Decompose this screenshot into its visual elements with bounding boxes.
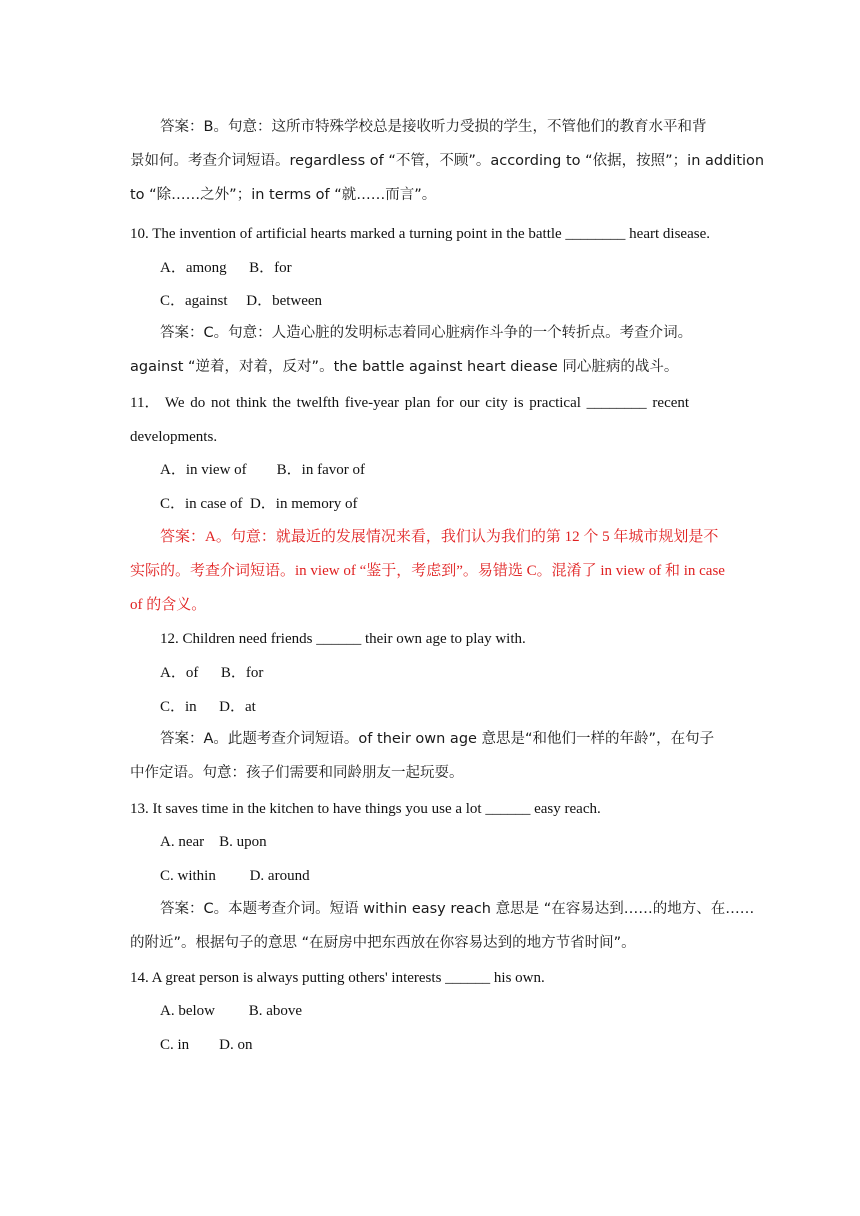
- question-12-options-row-2: C．in D．at: [160, 699, 256, 715]
- question-11-line-1: 11． We do not think the twelfth five-year plan for our city is practical ________ recent: [130, 395, 690, 411]
- answer-11: [130, 520, 732, 622]
- question-10-options-row-1: A．among B．for: [160, 260, 292, 276]
- answer-10: [130, 316, 732, 384]
- answer-9: [130, 110, 765, 212]
- answer-11-line-3: of 的含义。: [130, 597, 207, 613]
- answer-12-line-2: 中作定语。句意：孩子们需要和同龄朋友一起玩耍。: [130, 765, 464, 781]
- question-13-text: 13. It saves time in the kitchen to have things you use a lot ______ easy reach.: [130, 801, 601, 817]
- question-13: [130, 792, 732, 826]
- question-12: [160, 622, 762, 656]
- answer-10-line-2: against “逆着，对着，反对”。the battle against heart diease 同心脏病的战斗。: [130, 359, 679, 375]
- answer-11-line-2: 实际的。考查介词短语。in view of “鉴于，考虑到”。易错选 C。混淆了 in view of 和 in case: [130, 563, 725, 579]
- question-14-options-row-2: C. in D. on: [160, 1037, 253, 1053]
- question-11-line-2: developments.: [130, 429, 218, 445]
- question-11: [130, 386, 732, 454]
- question-10: [130, 217, 732, 251]
- answer-10-line-1: 答案：C。句意：人造心脏的发明标志着同心脏病作斗争的一个转折点。考查介词。: [160, 325, 693, 341]
- answer-12-line-1: 答案：A。此题考查介词短语。of their own age 意思是“和他们一样的年龄”，在句子: [160, 731, 715, 747]
- question-13-options-row-1: A. near B. upon: [160, 834, 267, 850]
- answer-13: [130, 892, 755, 960]
- answer-11-line-1: 答案：A。句意：就最近的发展情况来看，我们认为我们的第 12 个 5 年城市规划是不: [160, 529, 719, 545]
- answer-12: [130, 722, 732, 790]
- question-12-text: 12. Children need friends ______ their own age to play with.: [160, 631, 526, 647]
- question-10-text: 10. The invention of artificial hearts marked a turning point in the battle ________ heart disease.: [130, 226, 710, 242]
- question-14-text: 14. A great person is always putting others' interests ______ his own.: [130, 970, 545, 986]
- question-11-options-row-2: C．in case of D．in memory of: [160, 496, 358, 512]
- question-10-options-row-2: C．against D．between: [160, 293, 323, 309]
- answer-9-line-3: to “除……之外”；in terms of “就……而言”。: [130, 187, 437, 203]
- answer-9-line-1: 答案：B。句意：这所市特殊学校总是接收听力受损的学生，不管他们的教育水平和背: [160, 119, 707, 135]
- question-12-options-row-1: A．of B．for: [160, 665, 264, 681]
- answer-13-line-2: 的附近”。根据句子的意思 “在厨房中把东西放在你容易达到的地方节省时间”。: [130, 935, 636, 951]
- answer-9-line-2: 景如何。考查介词短语。regardless of “不管，不顾”。according to “依据，按照”；in addition: [130, 153, 765, 169]
- question-11-options-row-1: A．in view of B．in favor of: [160, 462, 365, 478]
- question-14-options-row-1: A. below B. above: [160, 1003, 303, 1019]
- answer-13-line-1: 答案：C。本题考查介词。短语 within easy reach 意思是 “在容易达到……的地方、在……: [160, 901, 755, 917]
- question-13-options-row-2: C. within D. around: [160, 868, 310, 884]
- question-14: [130, 961, 732, 995]
